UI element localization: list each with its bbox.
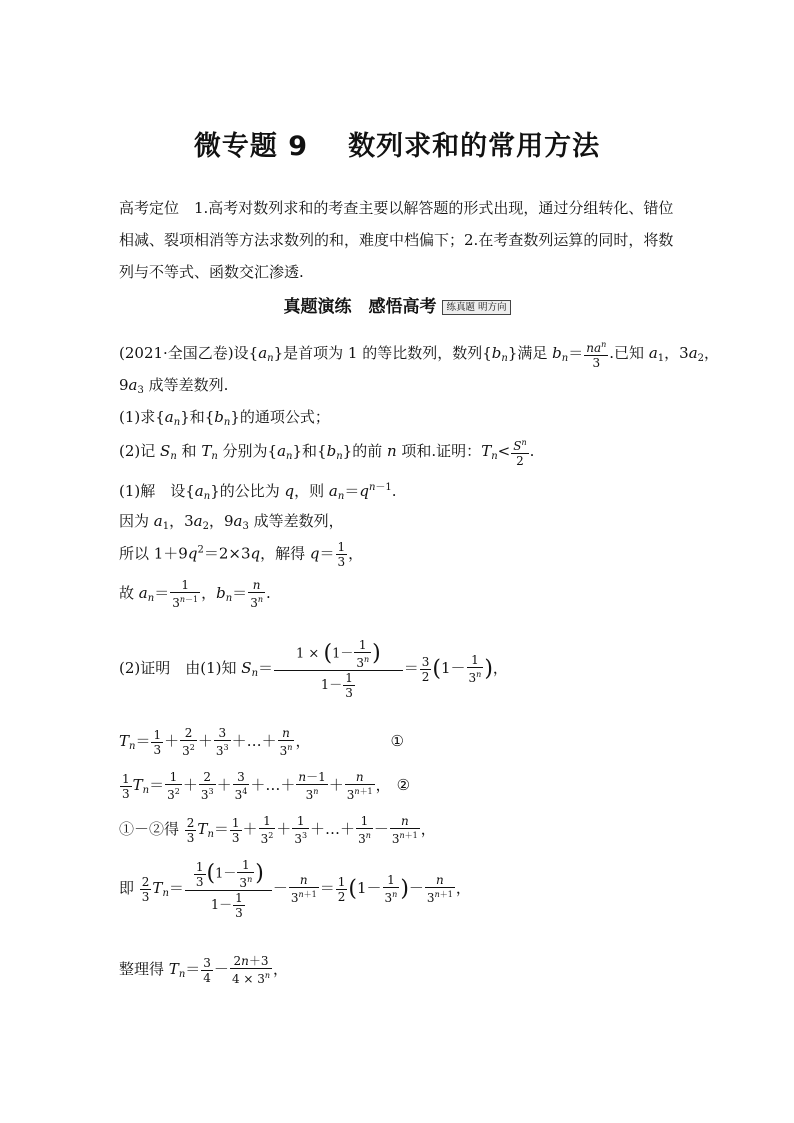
equation-3: ①－②得 $\frac{2}{3}$ $T_n=$ $\frac{1}{3}$ ＋ $\frac{1}{3^2}$ ＋ $\frac{1}{3^3}$ ＋…＋ $\frac{1}{3^n}$ － $\frac{n}{3^{n+1}}$ ， bbox=[119, 814, 436, 846]
solution-1-line-4: 故 $a_n=$ $\frac{1}{3^{n-1}}$ ，$b_n=$ $\frac{n}{3^n}$ . bbox=[119, 578, 271, 610]
solution-2-line-1: (2)证明 由(1)知 $S_n=$ 1 × (1－ $\frac{1}{3^n}$ ) 1－ $\frac{1}{3}$ ＝ $\frac{3}{2}$ (1－ $\frac{1}{3^n}$ )， bbox=[119, 638, 508, 700]
section-tag: 练真题 明方向 bbox=[442, 300, 510, 315]
circle-mark-1: ① bbox=[390, 732, 404, 750]
title-main: 微专题 9 bbox=[193, 131, 309, 162]
section-title: 真题演练 感悟高考 bbox=[283, 297, 437, 317]
solution-1-line-2: 因为 $a_1$，$3a_2$，$9a_3$ 成等差数列， bbox=[119, 512, 344, 532]
sol1-head: (1)解 bbox=[119, 482, 156, 500]
problem-q1: (1)求$\{a_n\}$和$\{b_n\}$的通项公式； bbox=[119, 408, 330, 428]
problem-source: (2021·全国乙卷) bbox=[119, 344, 234, 362]
intro-paragraph: 高考定位 1.高考对数列求和的考查主要以解答题的形式出现，通过分组转化、错位相减、裂项相消等方法求数列的和，难度中档偏下；2.在考查数列运算的同时，将数列与不等式、函数交汇渗透. bbox=[119, 199, 674, 281]
equation-2: $\frac{1}{3}$ $T_n=$ $\frac{1}{3^2}$ ＋ $\frac{2}{3^3}$ ＋ $\frac{3}{3^4}$ ＋…＋ $\frac{n-1}{3^n}$ ＋ $\frac{n}{3^{n+1}}$ ， ② bbox=[122, 770, 411, 802]
problem-line-2: $9a_3$ 成等差数列. bbox=[119, 376, 229, 396]
solution-1-line-3: 所以 $1+9q^2=2\times 3q$，解得 q＝ $\frac{1}{3}$ ， bbox=[119, 540, 364, 569]
solution-1-line-1: (1)解 设$\{a_n\}$的公比为 q，则 $a_n=q^{n-1}$. bbox=[119, 482, 397, 502]
step-tidy: 整理得 bbox=[119, 960, 165, 978]
equation-4: 即 $\frac{2}{3}$ $T_n=$ $\frac{1}{3}$ (1－ $\frac{1}{3^n}$ ) 1－ $\frac{1}{3}$ － $\frac{n}{3^{n+1}}$ ＝ $\frac{1}{2}$ (1－ $\frac{1}{3^n}$ )－ $\frac{n}{3^{n+1}}$ ， bbox=[119, 858, 471, 920]
page-title bbox=[0, 124, 794, 163]
equation-5: 整理得 $T_n=$ $\frac{3}{4}$ － $\frac{2n+3}{4 \times 3^n}$ ， bbox=[119, 954, 289, 986]
equation-1: $T_n=$ $\frac{1}{3}$ ＋ $\frac{2}{3^2}$ ＋ $\frac{3}{3^3}$ ＋…＋ $\frac{n}{3^n}$ ， ① bbox=[119, 726, 404, 758]
section-header bbox=[0, 292, 794, 317]
problem-q2: (2)记 $S_n$ 和 $T_n$ 分别为$\{a_n\}$和$\{b_n\}$的前 n 项和.证明：$T_n<$ $\frac{S^n}{2}$ . bbox=[119, 438, 535, 468]
sol2-head: (2)证明 bbox=[119, 659, 171, 677]
title-sub: 数列求和的常用方法 bbox=[348, 131, 601, 162]
circle-mark-2: ② bbox=[396, 776, 411, 794]
problem-line-1: (2021·全国乙卷)设$\{a_n\}$是首项为 1 的等比数列，数列$\{b_n\}$满足 $b_n=$ $na^n$ 3 .已知 $a_1$，$3a_2$， bbox=[119, 340, 720, 370]
